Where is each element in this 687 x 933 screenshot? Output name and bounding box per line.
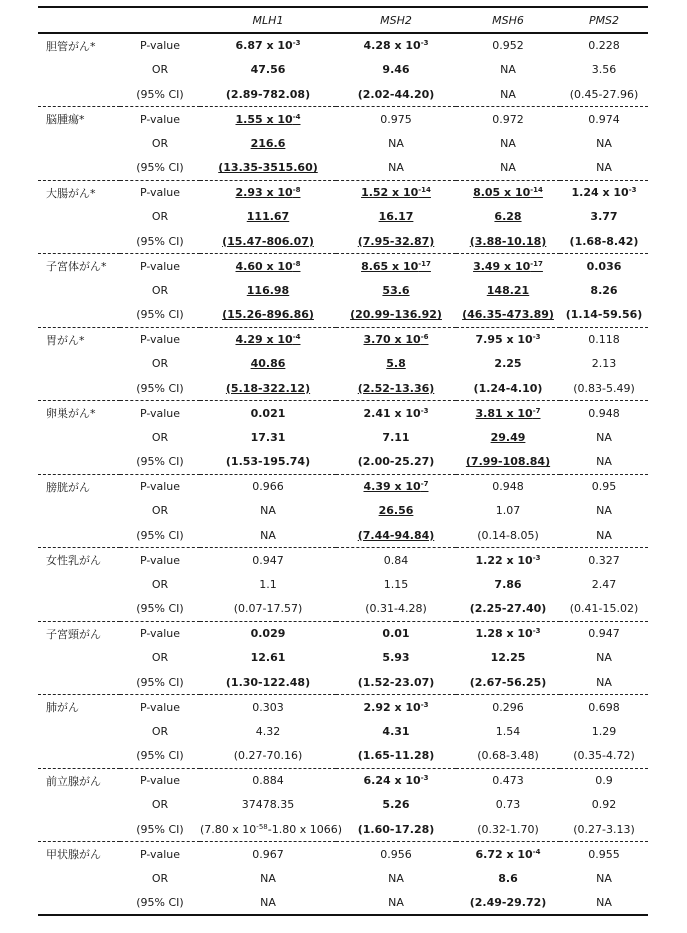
cancer-type-cell: 卵巣がん* xyxy=(38,401,120,426)
msh2-ci-cell: (7.95-32.87) xyxy=(357,234,435,248)
results-table-container xyxy=(38,6,648,916)
statistic-label-ci: (95% CI) xyxy=(136,161,184,174)
statistic-label-ci: (95% CI) xyxy=(136,381,184,395)
msh6-or-cell: 12.25 xyxy=(490,651,526,665)
msh6-ci-cell: NA xyxy=(500,87,516,101)
statistic-label-ci: (95% CI) xyxy=(120,891,200,916)
pms2-ci-cell: NA xyxy=(596,528,612,542)
cancer-type-cell xyxy=(38,352,120,377)
cancer-type-cell xyxy=(38,523,120,548)
msh6-p-value-cell: 0.473 xyxy=(456,768,560,793)
msh2-p-value-cell: 3.70 x $10^{-6}$ xyxy=(336,327,456,352)
msh2-ci-cell: (2.02-44.20) xyxy=(357,87,435,101)
header-mlh1: MLH1 xyxy=(200,7,336,33)
statistic-label-p-value: P-value xyxy=(120,107,200,132)
statistic-label-p-value: P-value xyxy=(120,401,200,426)
pms2-p-value-cell: 1.24 x $10^{-3}$ xyxy=(560,180,648,205)
table-row xyxy=(38,793,648,818)
table-row xyxy=(38,107,648,132)
msh2-ci-cell: NA xyxy=(388,161,404,174)
table-row xyxy=(38,474,648,499)
msh6-or-cell: 7.86 xyxy=(494,577,522,591)
cancer-type-cell: 大腸がん* xyxy=(38,180,120,205)
pms2-ci-cell: (0.27-3.13) xyxy=(573,822,635,836)
msh2-p-value-cell: 6.24 x $10^{-3}$ xyxy=(336,768,456,793)
mlh1-p-value-cell: 0.884 xyxy=(200,768,336,793)
statistic-label-ci: (95% CI) xyxy=(136,602,184,615)
statistic-label-p-value: P-value xyxy=(120,842,200,867)
cancer-type-cell xyxy=(38,597,120,622)
pms2-p-value-cell: 0.036 xyxy=(560,254,648,279)
msh2-p-value-cell: 4.28 x $10^{-3}$ xyxy=(363,39,429,53)
msh6-or-cell: 8.6 xyxy=(498,871,518,885)
msh6-ci-cell: (46.35-473.89) xyxy=(462,308,554,321)
table-row xyxy=(38,58,648,83)
statistic-label-or: OR xyxy=(151,430,169,444)
mlh1-p-value-cell: 2.93 x $10^{-8}$ xyxy=(200,180,336,205)
pms2-ci-cell: (0.45-27.96) xyxy=(569,87,639,101)
statistic-label-p-value: P-value xyxy=(120,180,200,205)
pms2-ci-cell: (0.83-5.49) xyxy=(573,381,635,395)
cancer-type-cell xyxy=(38,58,120,83)
pms2-p-value-cell: 0.327 xyxy=(560,548,648,573)
pms2-p-value-cell: 0.95 xyxy=(560,474,648,499)
msh6-or-cell: NA xyxy=(500,136,516,150)
table-row xyxy=(38,205,648,230)
mlh1-or-cell: 111.67 xyxy=(246,210,290,224)
statistic-label-ci: (95% CI) xyxy=(136,308,184,321)
msh6-p-value-cell: 0.972 xyxy=(456,107,560,132)
cancer-type-cell: 脳腫瘍* xyxy=(38,107,120,132)
msh6-or-cell: NA xyxy=(500,63,516,77)
cancer-type-cell xyxy=(38,719,120,744)
msh6-or-cell: 2.25 xyxy=(494,357,522,371)
mlh1-ci-cell: NA xyxy=(260,528,276,542)
mlh1-ci-cell: (5.18-322.12) xyxy=(225,381,311,395)
cancer-type-cell: 肺がん xyxy=(38,695,120,720)
statistic-label-ci: (95% CI) xyxy=(136,234,184,248)
pms2-or-cell: 2.47 xyxy=(591,577,617,591)
mlh1-p-value-cell: 0.966 xyxy=(200,474,336,499)
msh2-ci-cell: (1.60-17.28) xyxy=(357,822,435,836)
cancer-type-cell xyxy=(38,499,120,524)
msh6-ci-cell: (7.99-108.84) xyxy=(465,455,551,468)
statistic-label-or: OR xyxy=(151,357,169,371)
statistic-label-p-value: P-value xyxy=(120,474,200,499)
pms2-or-cell: NA xyxy=(596,136,612,150)
cancer-type-cell xyxy=(38,891,120,916)
statistic-label-ci: (95% CI) xyxy=(136,675,184,689)
mlh1-or-cell: 17.31 xyxy=(250,430,286,444)
header-msh6: MSH6 xyxy=(456,7,560,33)
msh2-ci-cell: (2.00-25.27) xyxy=(357,455,435,468)
statistic-label-ci: (95% CI) xyxy=(136,87,184,101)
pms2-p-value-cell: 0.948 xyxy=(560,401,648,426)
cancer-type-cell xyxy=(38,817,120,842)
cancer-type-cell xyxy=(38,450,120,475)
statistic-label-or: OR xyxy=(151,577,169,591)
table-row xyxy=(38,180,648,205)
mlh1-or-cell: 37478.35 xyxy=(241,798,295,812)
mlh1-ci-cell: (13.35-3515.60) xyxy=(218,161,318,174)
mlh1-p-value-cell: 0.947 xyxy=(200,548,336,573)
pms2-ci-cell: (1.68-8.42) xyxy=(569,234,639,248)
table-row xyxy=(38,327,648,352)
cancer-type-cell: 胆管がん* xyxy=(46,39,96,53)
table-row xyxy=(38,425,648,450)
msh6-p-value-cell: 3.81 x $10^{-7}$ xyxy=(456,401,560,426)
cancer-type-cell: 甲状腺がん xyxy=(38,842,120,867)
mlh1-p-value-cell: 4.60 x $10^{-8}$ xyxy=(200,254,336,279)
cancer-type-cell xyxy=(38,303,120,328)
mlh1-or-cell: 40.86 xyxy=(250,357,286,371)
table-row xyxy=(38,842,648,867)
msh6-ci-cell: (1.24-4.10) xyxy=(473,381,543,395)
pms2-p-value-cell: 0.955 xyxy=(560,842,648,867)
mlh1-ci-cell: (15.26-896.86) xyxy=(222,308,314,321)
msh6-or-cell: 1.54 xyxy=(495,724,521,738)
header-pms2: PMS2 xyxy=(560,7,648,33)
msh6-p-value-cell: 8.05 x $10^{-14}$ xyxy=(456,180,560,205)
mlh1-p-value-cell: 0.021 xyxy=(200,401,336,426)
msh2-ci-cell: (1.65-11.28) xyxy=(357,749,435,762)
msh6-p-value-cell: 0.296 xyxy=(456,695,560,720)
msh2-p-value-cell: 2.92 x $10^{-3}$ xyxy=(336,695,456,720)
table-row xyxy=(38,817,648,842)
msh6-ci-cell: (2.49-29.72) xyxy=(456,891,560,916)
table-row xyxy=(38,450,648,475)
cancer-type-cell xyxy=(38,131,120,156)
pms2-ci-cell: NA xyxy=(596,455,612,468)
msh2-or-cell: 1.15 xyxy=(383,577,409,591)
msh6-p-value-cell: 3.49 x $10^{-17}$ xyxy=(456,254,560,279)
msh6-p-value-cell: 0.948 xyxy=(456,474,560,499)
table-row xyxy=(38,695,648,720)
msh2-or-cell: 9.46 xyxy=(382,63,410,77)
cancer-type-cell xyxy=(38,82,120,107)
cancer-type-cell xyxy=(38,205,120,230)
pms2-ci-cell: NA xyxy=(596,675,612,689)
cancer-type-cell xyxy=(38,646,120,671)
msh6-ci-cell: (0.14-8.05) xyxy=(477,528,539,542)
msh2-or-cell: 5.26 xyxy=(382,798,410,812)
pms2-ci-cell: (0.41-15.02) xyxy=(569,602,639,615)
mlh1-or-cell: 4.32 xyxy=(255,724,281,738)
msh6-or-cell: 0.73 xyxy=(495,798,521,812)
statistic-label-ci: (95% CI) xyxy=(136,455,184,468)
msh2-ci-cell: (2.52-13.36) xyxy=(357,381,435,395)
pms2-p-value-cell: 0.698 xyxy=(560,695,648,720)
table-row xyxy=(38,572,648,597)
mlh1-or-cell: NA xyxy=(260,504,276,518)
pms2-ci-cell: (1.14-59.56) xyxy=(565,308,643,321)
msh2-p-value-cell: 2.41 x $10^{-3}$ xyxy=(336,401,456,426)
statistic-label-or: OR xyxy=(151,63,169,77)
table-row xyxy=(38,33,648,58)
table-body xyxy=(38,33,648,915)
mlh1-p-value-cell: 6.87 x $10^{-3}$ xyxy=(235,39,301,53)
msh6-or-cell: 6.28 xyxy=(494,210,522,224)
msh6-ci-cell: (0.32-1.70) xyxy=(477,822,539,836)
msh6-or-cell: 29.49 xyxy=(490,430,526,444)
mlh1-ci-cell: (2.89-782.08) xyxy=(225,87,311,101)
msh2-p-value-cell: 0.975 xyxy=(336,107,456,132)
msh2-p-value-cell: 8.65 x $10^{-17}$ xyxy=(336,254,456,279)
mlh1-or-cell: 47.56 xyxy=(250,63,286,77)
msh2-or-cell: 26.56 xyxy=(378,504,414,518)
cancer-type-cell xyxy=(38,572,120,597)
msh6-p-value-cell: 1.22 x $10^{-3}$ xyxy=(456,548,560,573)
table-row xyxy=(38,744,648,769)
msh6-p-value-cell: 1.28 x $10^{-3}$ xyxy=(456,621,560,646)
statistic-label-ci: (95% CI) xyxy=(136,528,184,542)
msh2-ci-cell: (20.99-136.92) xyxy=(350,308,442,321)
msh2-p-value-cell: 0.84 xyxy=(336,548,456,573)
pms2-or-cell: 0.92 xyxy=(591,798,617,812)
table-row xyxy=(38,621,648,646)
statistic-label-p-value: P-value xyxy=(120,327,200,352)
msh2-p-value-cell: 1.52 x $10^{-14}$ xyxy=(336,180,456,205)
msh2-or-cell: 4.31 xyxy=(382,724,410,738)
table-row xyxy=(38,768,648,793)
table-row xyxy=(38,401,648,426)
table-row xyxy=(38,646,648,671)
statistic-label-or: OR xyxy=(151,724,169,738)
pms2-p-value-cell: 0.9 xyxy=(560,768,648,793)
mlh1-p-value-cell: 0.967 xyxy=(200,842,336,867)
cancer-type-cell: 子宮体がん* xyxy=(38,254,120,279)
statistic-label-p-value: P-value xyxy=(139,39,181,53)
statistic-label-or: OR xyxy=(151,210,169,224)
table-row xyxy=(38,352,648,377)
table-row xyxy=(38,523,648,548)
mlh1-ci-cell: (1.53-195.74) xyxy=(225,455,311,468)
pms2-or-cell: NA xyxy=(596,651,612,665)
table-row xyxy=(38,548,648,573)
table-row xyxy=(38,254,648,279)
mlh1-ci-cell: (0.27-70.16) xyxy=(233,749,303,762)
statistic-label-ci: (95% CI) xyxy=(136,749,184,762)
msh6-ci-cell: (2.25-27.40) xyxy=(469,602,547,615)
table-row xyxy=(38,670,648,695)
msh2-or-cell: 5.8 xyxy=(386,357,406,371)
statistic-label-p-value: P-value xyxy=(120,254,200,279)
table-header xyxy=(38,7,648,33)
pms2-ci-cell: (0.35-4.72) xyxy=(573,749,635,762)
pms2-or-cell: 2.13 xyxy=(591,357,617,371)
mlh1-ci-cell: NA xyxy=(200,891,336,916)
msh2-p-value-cell: 0.956 xyxy=(336,842,456,867)
table-row xyxy=(38,597,648,622)
cancer-type-cell: 胃がん* xyxy=(38,327,120,352)
statistic-label-or: OR xyxy=(151,651,169,665)
pms2-p-value-cell: 0.118 xyxy=(560,327,648,352)
statistic-label-or: OR xyxy=(151,871,169,885)
cancer-type-cell: 子宮頸がん xyxy=(38,621,120,646)
pms2-or-cell: NA xyxy=(596,504,612,518)
cancer-type-cell xyxy=(38,156,120,181)
mlh1-ci-cell: (0.07-17.57) xyxy=(233,602,303,615)
statistic-label-or: OR xyxy=(151,136,169,150)
mlh1-or-cell: 12.61 xyxy=(250,651,286,665)
gene-cancer-association-table xyxy=(38,6,648,916)
cancer-type-cell xyxy=(38,376,120,401)
mlh1-p-value-cell: 1.55 x $10^{-4}$ xyxy=(200,107,336,132)
msh2-or-cell: NA xyxy=(388,871,404,885)
mlh1-p-value-cell: 0.303 xyxy=(200,695,336,720)
pms2-or-cell: NA xyxy=(596,871,612,885)
cancer-type-cell xyxy=(38,793,120,818)
msh2-or-cell: 16.17 xyxy=(378,210,414,224)
pms2-p-value-cell: 0.228 xyxy=(588,39,620,53)
pms2-or-cell: NA xyxy=(596,430,612,444)
pms2-or-cell: 1.29 xyxy=(591,724,617,738)
table-row xyxy=(38,156,648,181)
table-row xyxy=(38,719,648,744)
pms2-or-cell: 8.26 xyxy=(590,283,618,297)
pms2-p-value-cell: 0.974 xyxy=(560,107,648,132)
table-row xyxy=(38,891,648,916)
msh2-p-value-cell: 0.01 xyxy=(336,621,456,646)
pms2-or-cell: 3.77 xyxy=(590,210,618,224)
pms2-p-value-cell: 0.947 xyxy=(560,621,648,646)
mlh1-or-cell: 1.1 xyxy=(259,577,277,591)
statistic-label-or: OR xyxy=(151,283,169,297)
pms2-ci-cell: NA xyxy=(596,161,612,174)
msh6-p-value-cell: 7.95 x $10^{-3}$ xyxy=(456,327,560,352)
msh2-or-cell: NA xyxy=(388,136,404,150)
cancer-type-cell xyxy=(38,229,120,254)
msh6-ci-cell: (0.68-3.48) xyxy=(477,749,539,762)
cancer-type-cell: 女性乳がん xyxy=(38,548,120,573)
statistic-label-p-value: P-value xyxy=(120,621,200,646)
msh2-ci-cell: NA xyxy=(336,891,456,916)
msh6-ci-cell: (2.67-56.25) xyxy=(469,675,547,689)
msh6-p-value-cell: 0.952 xyxy=(492,39,524,53)
table-row xyxy=(38,278,648,303)
header-statistic xyxy=(120,7,200,33)
msh2-or-cell: 7.11 xyxy=(382,430,410,444)
table-row xyxy=(38,866,648,891)
msh2-ci-cell: (0.31-4.28) xyxy=(365,602,427,615)
msh6-ci-cell: NA xyxy=(500,161,516,174)
table-row xyxy=(38,376,648,401)
statistic-label-or: OR xyxy=(151,504,169,518)
msh2-ci-cell: (1.52-23.07) xyxy=(357,675,435,689)
cancer-type-cell xyxy=(38,866,120,891)
msh6-or-cell: 1.07 xyxy=(495,504,521,518)
pms2-ci-cell: NA xyxy=(560,891,648,916)
cancer-type-cell: 前立腺がん xyxy=(38,768,120,793)
msh2-or-cell: 5.93 xyxy=(382,651,410,665)
msh6-ci-cell: (3.88-10.18) xyxy=(469,234,547,248)
table-row xyxy=(38,303,648,328)
mlh1-or-cell: 116.98 xyxy=(246,283,290,297)
mlh1-p-value-cell: 0.029 xyxy=(200,621,336,646)
mlh1-ci-cell: (1.30-122.48) xyxy=(225,675,311,689)
msh2-ci-cell: (7.44-94.84) xyxy=(357,528,435,542)
pms2-or-cell: 3.56 xyxy=(591,63,617,77)
statistic-label-ci: (95% CI) xyxy=(136,822,184,836)
mlh1-ci-cell: (7.80 x $10^{-58}-1.80$ x 1066) xyxy=(200,822,342,836)
header-msh2: MSH2 xyxy=(336,7,456,33)
cancer-type-cell xyxy=(38,278,120,303)
statistic-label-or: OR xyxy=(151,798,169,812)
cancer-type-cell xyxy=(38,425,120,450)
mlh1-ci-cell: (15.47-806.07) xyxy=(222,234,314,248)
msh6-p-value-cell: 6.72 x $10^{-4}$ xyxy=(456,842,560,867)
table-row xyxy=(38,229,648,254)
statistic-label-p-value: P-value xyxy=(120,548,200,573)
table-row xyxy=(38,131,648,156)
table-row xyxy=(38,499,648,524)
statistic-label-p-value: P-value xyxy=(120,695,200,720)
mlh1-or-cell: 216.6 xyxy=(250,136,286,150)
header-cancer-type xyxy=(38,7,120,33)
msh6-or-cell: 148.21 xyxy=(486,283,530,297)
cancer-type-cell xyxy=(38,670,120,695)
msh2-p-value-cell: 4.39 x $10^{-7}$ xyxy=(336,474,456,499)
cancer-type-cell: 膀胱がん xyxy=(38,474,120,499)
table-row xyxy=(38,82,648,107)
mlh1-or-cell: NA xyxy=(260,871,276,885)
cancer-type-cell xyxy=(38,744,120,769)
msh2-or-cell: 53.6 xyxy=(382,283,410,297)
statistic-label-p-value: P-value xyxy=(120,768,200,793)
mlh1-p-value-cell: 4.29 x $10^{-4}$ xyxy=(200,327,336,352)
